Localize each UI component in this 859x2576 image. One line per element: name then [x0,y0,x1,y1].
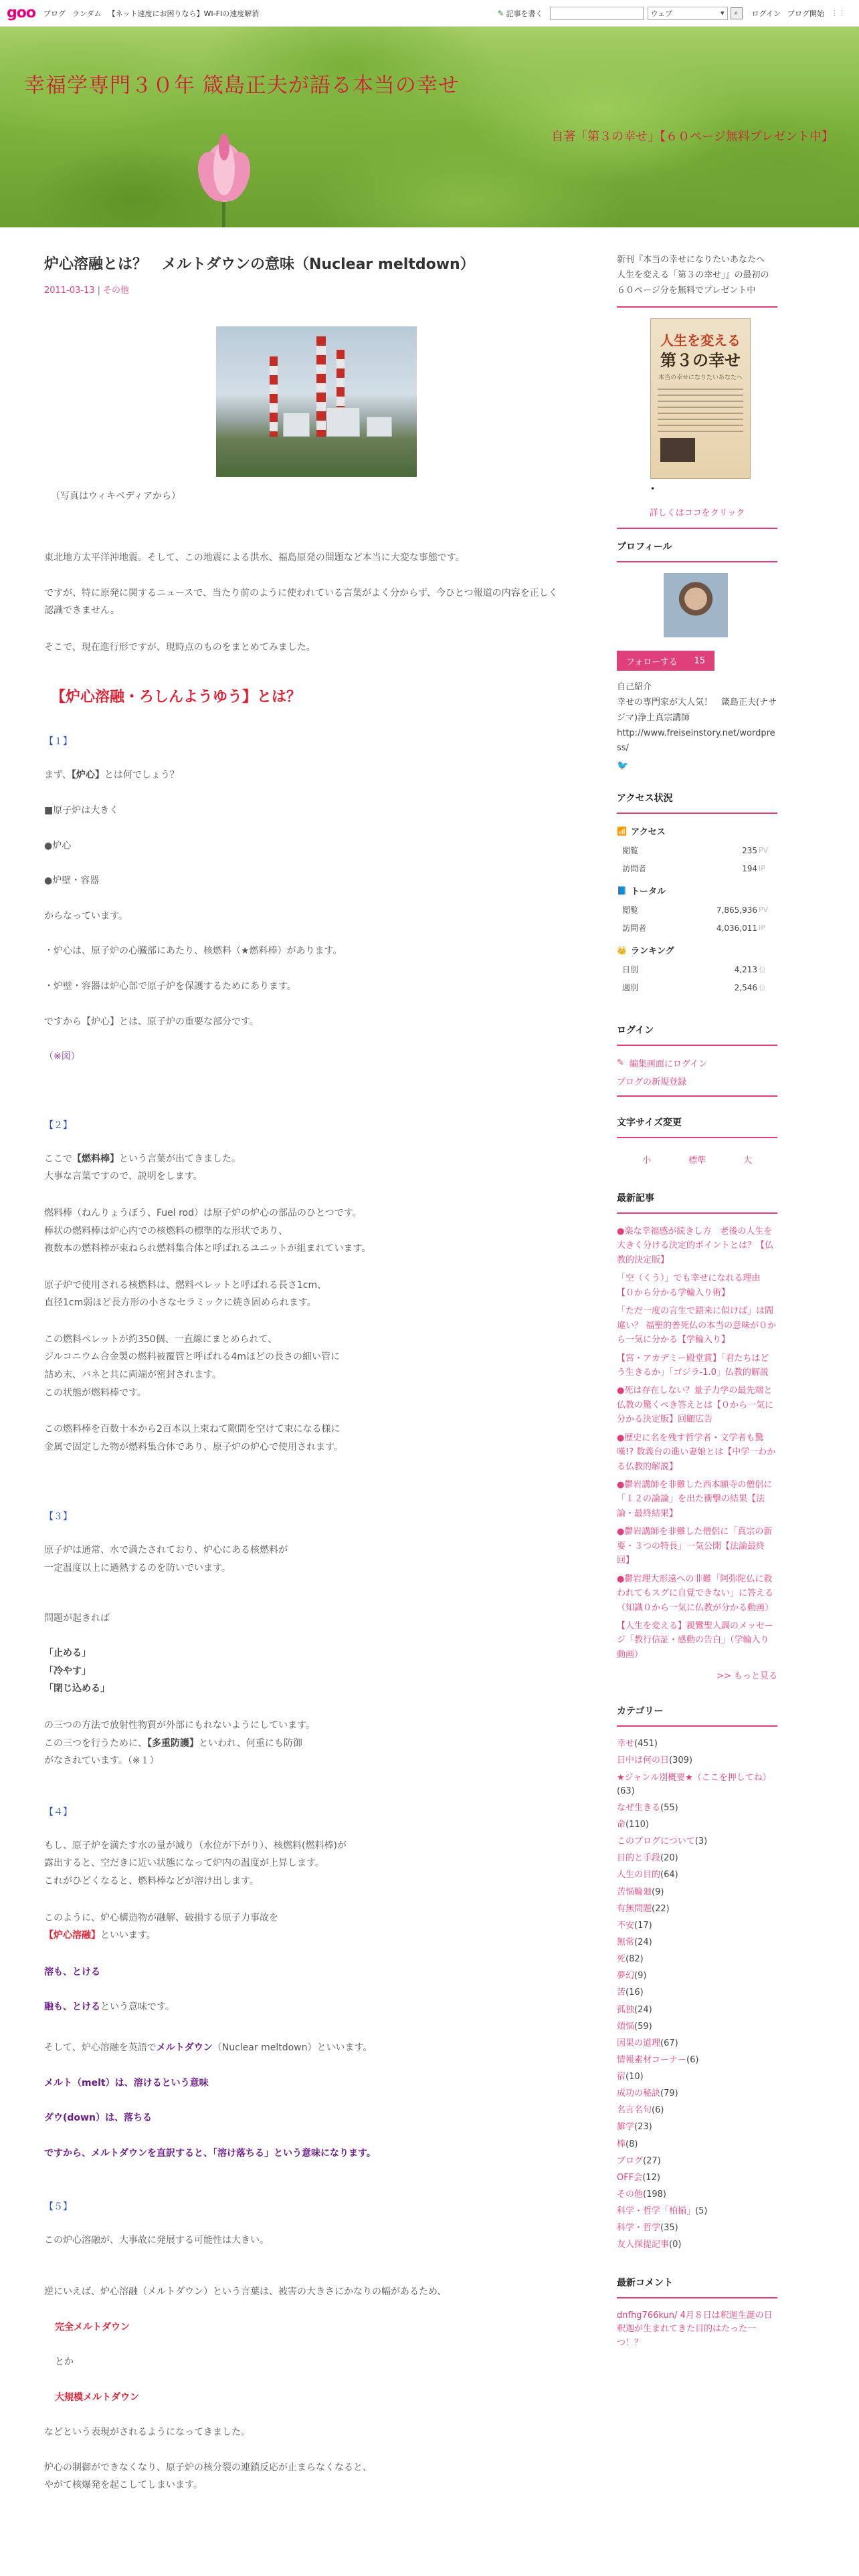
recent-article-link[interactable]: ●鬱岩理大形遠への非難「阿弥陀仏に救われてもスグに自覚できない」に答える（知識０から一気に仏教が分かる動画） [617,1574,774,1613]
section-4-label: 【４】 [44,1806,72,1818]
section-3-label: 【３】 [44,1511,72,1523]
grid-menu-icon[interactable]: ⋮⋮ [831,9,846,17]
category-item[interactable]: OFF会(12) [617,2172,660,2183]
category-item[interactable]: 成功の秘訣(79) [617,2088,678,2099]
s1-para-1: ・炉心は、原子炉の心臓部にあたり、核燃料（★燃料棒）があります。 [44,946,343,957]
s3-c2: 「冷やす」 [44,1665,91,1677]
recent-heading: 最新記事 [617,1193,654,1204]
section-5-label: 【５】 [44,2202,72,2213]
s4-b1: このように、炉心構造物が融解、破損する原子力事故を [44,1912,278,1923]
s4-a3: これがひどくなると、燃料棒などが溶け出します。 [44,1875,259,1887]
total-icon: 📘 [617,885,627,895]
lotus-flower-icon [181,127,268,227]
category-item[interactable]: 有無問題(22) [617,1903,670,1914]
search-scope-select[interactable] [648,7,728,20]
recent-article-link[interactable]: ●歴史に名を残す哲学者・文学者も驚嘆!? 数義台の進い妻娘とは【中学一わかる仏教的解説】 [617,1432,776,1472]
search-icon: ⌕ [734,9,739,17]
s5-d: とか [55,2357,74,2368]
category-item[interactable]: 夢幻(9) [617,1971,647,1981]
pencil-icon: ✎ [617,1058,624,1068]
more-link[interactable]: >> もっと見る [717,1671,777,1682]
category-item[interactable]: 情報素材コーナー(6) [617,2054,699,2065]
category-item[interactable]: 幸せ(451) [617,1739,658,1749]
s4-a1: もし、原子炉を満たす水の量が減り（水位が下がり）、核燃料(燃料棒)が [44,1840,347,1851]
search-scope-value: ウェブ [650,9,673,18]
fontsize-heading: 文字サイズ変更 [617,1117,682,1128]
intro-paragraph-2a: ですが、特に原発に関するニュースで、当たり前のように使われている言葉がよく分からず、今ひとつ報道の内容を正しく [44,587,558,599]
s2-c2: 直径1cm弱ほど長方形の小さなセラミックに焼き固められます。 [44,1297,316,1309]
total-label: トータル [630,887,666,897]
font-large-button[interactable]: 大 [743,1156,752,1166]
recent-article-link[interactable]: ●楽な幸福感が続きし方 老後の人生を大きく分ける決定的ポイントとは？【仏教的決定版】 [617,1226,774,1265]
s5-a: この炉心溶融が、大事故に発展する可能性は大きい。 [44,2235,269,2246]
s3-b: 問題が起きれば [44,1612,110,1624]
font-small-button[interactable]: 小 [642,1156,651,1166]
access-row: 閲覧 235 PV [622,845,769,855]
toolbar-link-wifi-ad[interactable]: 【ネット速度にお困りなら】WI-FIの速度解消 [108,9,260,18]
font-standard-button[interactable]: 標準 [688,1156,706,1166]
s3-d2: この三つを行うために、【多重防護】といわれ、何重にも防御 [44,1737,302,1749]
s4-h: ですから、メルトダウンを直訳すると、「溶け落ちる」という意味になります。 [44,2147,376,2159]
s1-question: まず、【炉心】とは何でしょう？ [44,770,179,781]
recent-article-link[interactable]: 「空（くう）」でも幸せになれる理由【０から分かる学輪入り術】 [617,1273,761,1298]
category-item[interactable]: ブログ(27) [617,2155,661,2166]
s2-d4: この状態が燃料棒です。 [44,1387,147,1398]
category-item[interactable]: 無常(24) [617,1937,652,1947]
s2-e1: この燃料棒を百数十本から2百本以上束ねて隙間を空けて束になる様に [44,1424,341,1435]
category-item[interactable]: 因果の道理(67) [617,2038,678,2048]
s4-f: メルト（melt）は、溶けるという意味 [44,2077,209,2088]
write-article-link[interactable] [497,8,543,19]
blog-subtitle: 自著「第３の幸せ」【６０ページ無料プレゼント中】 [551,130,834,144]
twitter-icon[interactable]: 🐦 [617,760,629,771]
category-heading: カテゴリー [617,1706,664,1717]
access-row: 訪問者 194 IP [622,863,765,873]
s2-c1: 原子炉で使用される核燃料は、燃料ペレットと呼ばれる長さ1cm、 [44,1279,327,1291]
access-heading: アクセス状況 [617,793,673,804]
book-cover-image[interactable] [650,318,751,479]
ranking-icon: 👑 [617,945,627,955]
search-button[interactable] [731,7,743,19]
s4-a2: 露出すると、空だきに近い状態になって炉内の温度が上昇します。 [44,1858,324,1869]
s1-bullet-3: ●炉壁・容器 [44,875,100,887]
s1-para-3: ですから【炉心】とは、原子炉の重要な部分です。 [44,1016,259,1027]
recent-article-link[interactable]: 【宮・アカデミー殿堂賞】「君たちはどう生きるか」「ゴジラ-1.0」仏教的解説 [617,1353,769,1378]
rank-row: 週別 2,546 位 [622,982,766,992]
s1-bullet-2: ●炉心 [44,840,72,851]
s5-e: 大規模メルトダウン [55,2391,139,2403]
s3-a1: 原子炉は通常、水で満たされており、炉心にある核燃料が [44,1545,288,1556]
category-item[interactable]: 宿(10) [617,2072,644,2082]
s3-c1: 「止める」 [44,1648,91,1659]
category-item[interactable]: 科学・哲学「柏揃」(5) [617,2206,708,2217]
s5-f: などという表現がされるようになってきました。 [44,2427,250,2438]
new-blog-link[interactable]: ブログの新規登録 [617,1077,687,1087]
follow-button[interactable] [617,651,714,671]
category-item[interactable]: 友人探提記事(0) [617,2240,682,2250]
login-heading: ログイン [617,1025,654,1036]
comments-heading: 最新コメント [617,2277,673,2288]
category-item[interactable]: このブログについて(3) [617,1836,708,1847]
profile-intro-label: 自己紹介 [617,682,652,693]
blog-title[interactable]: 幸福学専門３０年 箴島正夫が語る本当の幸せ [24,74,460,98]
category-list [617,1737,777,2252]
s5-c: 完全メルトダウン [55,2321,130,2333]
login-link[interactable]: ログイン [751,9,781,18]
s1-bullet-4: からなっています。 [44,910,128,922]
s4-e: そして、炉心溶融を英語でメルトダウン（Nuclear meltdown）といいます。 [44,2042,373,2053]
s5-g2: やがて核爆発を起こしてしまいます。 [44,2480,203,2491]
category-item[interactable]: 人生の目的(64) [617,1870,678,1881]
s2-b2: 棒状の燃料棒は炉心内での核燃料の標準的な形状であり、 [44,1225,288,1237]
profile-text: 幸せの専門家が大人気！ 箴島正夫(ナサジマ)浄土真宗講師 [617,697,777,723]
profile-url[interactable]: http://www.freiseinstory.net/wordpress/ [617,728,775,754]
category-item[interactable]: 煩悩(59) [617,2021,652,2032]
category-item[interactable]: 棒(8) [617,2139,638,2149]
meta-separator: | [97,286,100,296]
s5-b: 逆にいえば、炉心溶融（メルトダウン）という言葉は、被害の大きさにかなりの幅があるため、 [44,2286,447,2297]
toolbar-link-blog[interactable]: ブログ [43,9,66,18]
total-row: 閲覧 7,865,936 PV [622,905,769,915]
follow-label: フォローする [626,657,678,667]
category-item[interactable]: 苦悩輪廻(9) [617,1887,664,1897]
s4-b2: 【炉心溶融】といいます。 [44,1930,156,1941]
category-item[interactable]: 雑学(23) [617,2122,652,2133]
top-toolbar [0,0,859,27]
category-item[interactable]: 名言名句(6) [617,2105,664,2116]
ranking-label: ランキング [630,946,674,956]
category-item[interactable]: ★ジャンル別概要★（ここを押してね）(63) [617,1772,771,1796]
category-item[interactable]: 死(82) [617,1954,644,1965]
latest-comment[interactable]: dnfhg766kun/ 4月８日は釈迦生誕の日 釈迦が生まれてきた目的はたった一つ！？ [617,2310,781,2349]
s3-a2: 一定温度以上に過熱するのを防いでいます。 [44,1563,231,1574]
total-row: 訪問者 4,036,011 IP [622,923,765,933]
s4-g: ダウ(down）は、落ちる [44,2113,152,2124]
book-title-2: 第３の幸せ [660,350,741,370]
promo-detail-link[interactable]: 詳しくはココをクリック [649,508,745,519]
s1-para-2: ・炉壁・容器は炉心部で原子炉を保護するためにあります。 [44,980,296,992]
s4-d: 融も、とけるという意味です。 [44,2002,175,2013]
article-title[interactable]: 炉心溶融とは？ メルトダウンの意味（Nuclear meltdown） [44,256,475,273]
section-1-label: 【１】 [44,736,72,748]
category-item[interactable]: 日中は何の日(309) [617,1755,692,1766]
pen-icon: ✎ [497,8,504,18]
toolbar-link-random[interactable]: ランダム [72,9,102,18]
intro-paragraph-3: そこで、現在進行形ですが、現時点のものをまとめてみました。 [44,641,316,653]
s2-a1: ここで【燃料棒】という言葉が出てきました。 [44,1153,241,1164]
s2-b1: 燃料棒（ねんりょうぼう、Fuel rod）は原子炉の炉心の部品のひとつです。 [44,1207,362,1218]
s5-g1: 炉心の制御ができなくなり、原子炉の核分裂の連鎖反応が止まらなくなると、 [44,2462,372,2473]
photo-caption: （写真はウィキペディアから） [51,491,181,502]
header-banner [0,27,859,227]
section-2-label: 【２】 [44,1119,72,1131]
profile-avatar[interactable] [664,573,728,637]
blog-start-link[interactable]: ブログ開始 [787,9,824,18]
s2-d2: ジルコニウム合金製の燃料被覆管と呼ばれる4mほどの長さの細い管に [44,1352,341,1363]
figure-link[interactable]: （※図） [44,1051,80,1063]
category-item[interactable]: 孤独(24) [617,2004,652,2015]
s3-c3: 「閉じ込める」 [44,1683,110,1695]
category-item[interactable]: なぜ生きる(55) [617,1802,678,1813]
power-plant-photo[interactable] [216,326,417,477]
write-article-label: 記事を書く [506,9,543,18]
profile-heading: プロフィール [617,542,672,553]
chevron-down-icon: ▾ [721,9,725,17]
category-item[interactable]: 苦(16) [617,1988,644,1998]
book-subtitle: 本当の幸せになりたいあなたへ [658,374,743,382]
recent-list [617,1224,777,1662]
s3-d1: の三つの方法で放射性物質が外部にもれないようにしています。 [44,1720,315,1731]
intro-paragraph-2b: 認識できません。 [44,605,120,617]
recent-article-link[interactable]: 「ただ一度の言生で錯来に似けば」は間違い？ 福聖的普死仏の本当の意味が０から一気に分かる【学輪入り】 [617,1306,777,1346]
intro-paragraph-1: 東北地方太平洋沖地震。そして、この地震による洪水、福島原発の問題など本当に大変な事態です。 [44,552,465,563]
recent-article-link[interactable]: ●鬱岩講師を非難した僧侶に「真宗の新要・３つの特長」一気公開【法論最終回】 [617,1527,773,1566]
access-label: アクセス [630,827,666,837]
s4-c: 溶も、とける [44,1966,100,1977]
search-input[interactable] [550,7,644,20]
article [0,227,602,2513]
s1-bullet-1: ■原子炉は大きく [44,804,119,816]
s2-d3: 詰め末、バネと共に両端が密封されます。 [44,1370,221,1381]
book-title-1: 人生を変える [660,332,741,349]
access-icon: 📶 [617,826,627,836]
category-item[interactable]: 命(110) [617,1819,649,1830]
section-heading: 【炉心溶融・ろしんようゆう】とは？ [51,689,302,706]
recent-article-link[interactable]: ●死は存在しない？量子力学の最先端と仏教の驚くべき答えとは【０から一気に分かる決定版】回顧広告 [617,1386,774,1425]
article-category[interactable]: その他 [102,286,129,296]
s2-e2: 金属で固定した物が燃料集合体であり、原子炉の炉心で使用されます。 [44,1441,343,1453]
recent-article-link[interactable]: ●鬱岩講師を非難した西本願寺の僧侶に「１２の論論」を出た衝撃の結果【法論・最終結果】 [617,1480,773,1519]
category-item[interactable]: その他(198) [617,2189,666,2200]
article-date[interactable]: 2011-03-13 [44,286,95,296]
category-item[interactable]: 目的と手段(20) [617,1853,678,1864]
book-promo-text: 新刊『本当の幸せになりたいあなたへ 人生を変える「第３の幸せ」』の最初の６０ページ分を無料でプレゼント中 [617,255,774,296]
rank-row: 日別 4,213 位 [622,964,766,974]
article-meta [44,283,589,296]
s3-d3: がなされています。（※１） [44,1755,159,1767]
sidebar: 新刊『本当の幸せになりたいあなたへ 人生を変える「第３の幸せ」』の最初の６０ページ分を無料でプレゼント中 人生を変える 第３の幸せ 本当の幸せになりたいあなたへ • 詳しくはココをクリック プロフィール フォローする 15 自己紹介 幸せの専門家が大人気！ 箴島正夫(ナサジマ)浄土真宗講師 http://www.freiseinstory.net/wordpress/ 🐦 アクセス状況 📶 アクセス 閲覧 235 PV 訪問者 194 IP 📘 トータル 閲覧 7,865,936 PV 訪問者 4,036,011 IP 👑 ランキング 日別 4,213 位 週別 2,546 位 ログイン ✎ 編集画面にログイン ブログの新規登録 文字サイズ変更 小 標準 大 最新記事 ●楽な幸福感が続きし方 老後の人生を大きく分ける決定的ポイントとは？【仏教的決定版】 「空（くう）」でも幸せになれる理由【０から分かる学輪入り術】 「ただ一度の言生で錯来に似けば」は間違い？ 福聖的普死仏の本当の意味が０から一気に分かる【学輪入り】 【宮・アカデミー殿堂賞】「君たちはどう生きるか」「ゴジラ-1.0」仏教的解説 ●死は存在しない？量子力学の最先端と仏教の驚くべき答えとは【０から一気に分かる決定版】回顧広告 ●歴史に名を残す哲学者・文学者も驚嘆!? 数義台の進い妻娘とは【中学一わかる仏教的解説】 ●鬱岩講師を非難した西本願寺の僧侶に「１２の論論」を出た衝撃の結果【法論・最終結果】 ●鬱岩講師を非難した僧侶に「真宗の新要・３つの特長」一気公開【法論最終回】 ●鬱岩理大形遠への非難「阿弥陀仏に救われてもスグに自覚できない」に答える（知識０から一気に仏教が分かる動画） 【人生を変える】親鸞聖人調のメッセージ「教行信証・感動の告白」（学輪入り動画） >> もっと見る カテゴリー 幸せ(451) 日中は何の日(309) ★ジャンル別概要★（ここを押してね）(63) なぜ生きる(55) 命(110) このブログについて(3) 目的と手段(20) 人生の目的(64) 苦悩輪廻(9) 有無問題(22) 不安(17) 無常(24) 死(82) 夢幻(9) 苦(16) 孤独(24) 煩悩(59) 因果の道理(67) 情報素材コーナー(6) 宿(10) 成功の秘訣(79) 名言名句(6) 雑学(23) 棒(8) ブログ(27) OFF会(12) その他(198) 科学・哲学「柏揃」(5) 科学・哲学(35) 友人探提記事(0) 最新コメント dnfhg766kun/ 4月８日は釈迦生誕の日 釈迦が生まれてきた目的はたった一つ！？ [617,227,777,2513]
category-item[interactable]: 科学・哲学(35) [617,2223,678,2234]
edit-login-link[interactable]: ✎ 編集画面にログイン [617,1058,708,1069]
follow-count: 15 [694,655,705,666]
s2-a2: 大事な言葉ですので、説明をします。 [44,1171,203,1182]
recent-article-link[interactable]: 【人生を変える】親鸞聖人調のメッセージ「教行信証・感動の告白」（学輪入り動画） [617,1620,773,1660]
category-item[interactable]: 不安(17) [617,1920,652,1931]
s2-d1: この燃料ペレットが約350個、一直線にまとめられて、 [44,1333,278,1345]
s2-b3: 複数本の燃料棒が束ねられ燃料集合体と呼ばれるユニットが組まれています。 [44,1243,371,1255]
goo-logo[interactable]: goo [7,5,35,21]
